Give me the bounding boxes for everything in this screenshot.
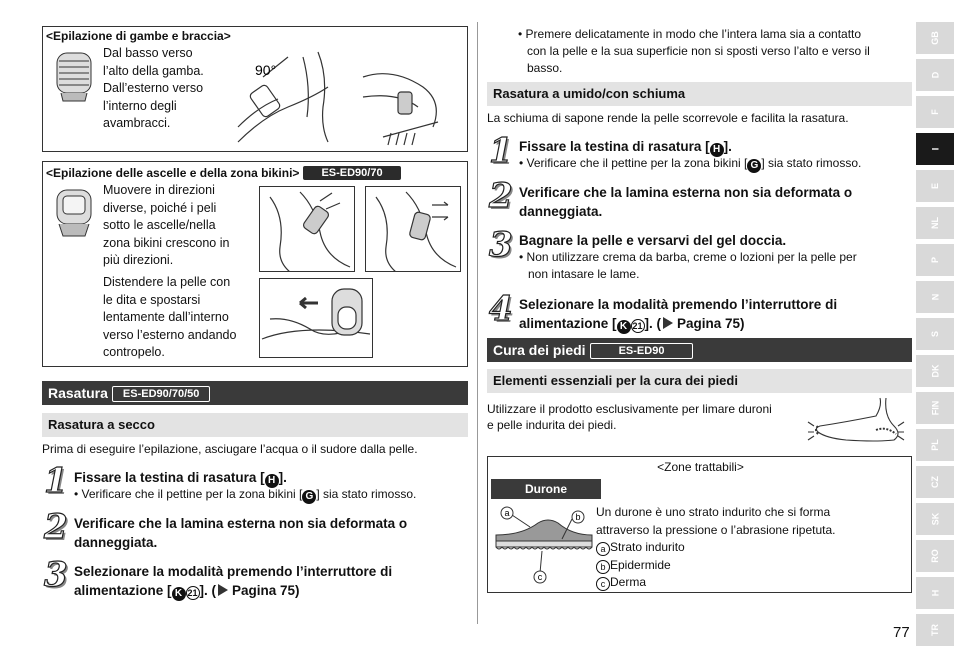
durone-label: Durone: [491, 479, 601, 499]
foot-care-header: Cura dei piedi ES-ED90: [487, 338, 912, 362]
callus-description: Un durone è uno strato indurito che si forma attraverso la pressione o l’abrasione ripetuta. a Strato indurito b Epidermide c Derma: [596, 505, 836, 589]
lang-tab-fin[interactable]: FIN: [916, 392, 954, 424]
armpit-bikini-title: <Epilazione delle ascelle e della zona bikini> ES-ED90/70: [46, 166, 401, 180]
dry-step-3-title: Selezionare la modalità premendo l’interruttore di alimentazione [ K 21 ]. ( Pagina 75): [74, 564, 393, 599]
lang-tab-i[interactable]: I: [916, 133, 954, 165]
legend-c-icon: c: [596, 577, 610, 591]
wet-step-1-note: • Verificare che il pettine per la zona bikini [ G ] sia stato rimosso.: [519, 156, 862, 171]
number-21-icon: 21: [632, 321, 643, 331]
k-icon: K: [617, 320, 631, 334]
armpit-bikini-panel: [42, 161, 468, 367]
wet-step-2-title: Verificare che la lamina esterna non sia deformata o danneggiata.: [519, 185, 853, 219]
column-divider: [477, 22, 478, 624]
wet-step-2-number: 2: [489, 176, 513, 216]
lang-tab-ro[interactable]: RO: [916, 540, 954, 572]
epilator-head-icon: [49, 47, 99, 103]
shaving-model-tag: ES-ED90/70/50: [112, 386, 210, 402]
legs-arms-panel: [42, 26, 468, 152]
wet-step-4-number: 4: [489, 289, 513, 329]
number-21-icon: 21: [187, 588, 198, 598]
lang-tab-gb[interactable]: GB: [916, 22, 954, 54]
shaving-header: Rasatura ES-ED90/70/50: [42, 381, 468, 405]
wet-step-4-title: Selezionare la modalità premendo l’interruttore di alimentazione [ K 21 ]. ( Pagina 75): [519, 297, 838, 332]
bikini-illustration: [259, 278, 373, 358]
foot-illustration: [806, 396, 910, 446]
h-icon: H: [265, 474, 279, 488]
page-reference-arrow-icon: [218, 584, 228, 596]
lang-tab-dk[interactable]: DK: [916, 355, 954, 387]
leg-epilation-illustration: [233, 47, 463, 147]
wet-step-3-note: • Non utilizzare crema da barba, creme o lozioni per la pelle per non intasare le lame.: [519, 250, 857, 281]
g-icon: G: [747, 159, 761, 173]
treatable-zones-panel: [487, 456, 912, 593]
legs-arms-text: Dal basso verso l’alto della gamba. Dall’esterno verso l’interno degli avambracci.: [103, 46, 204, 130]
dry-step-2-title: Verificare che la lamina esterna non sia deformata o danneggiata.: [74, 516, 408, 550]
page-number: 77: [893, 624, 910, 641]
svg-text:a: a: [504, 508, 510, 518]
wet-step-3-number: 3: [489, 225, 513, 265]
wet-step-3-title: Bagnare la pelle e versarvi del gel doccia.: [519, 233, 787, 248]
armpit-text-1: Muovere in direzioni diverse, poiché i peli sotto le ascelle/nella zona bikini crescono in più direzioni.: [103, 183, 230, 267]
lang-tab-sk[interactable]: SK: [916, 503, 954, 535]
lang-tab-tr[interactable]: TR: [916, 614, 954, 646]
wet-step-1-title: Fissare la testina di rasatura [ H ].: [519, 139, 732, 155]
wet-shaving-header: Rasatura a umido/con schiuma: [487, 82, 912, 106]
skin-layers-diagram: [492, 505, 594, 585]
model-badge: ES-ED90/70: [303, 166, 400, 180]
lang-tab-p[interactable]: P: [916, 244, 954, 276]
blade-contact-note: • Premere delicatamente in modo che l’intera lama sia a contatto con la pelle e la sua superficie non si sposti verso l’alto e verso il basso.: [518, 27, 870, 75]
lang-tab-f[interactable]: F: [916, 96, 954, 128]
g-icon: G: [302, 490, 316, 504]
legs-arms-title: <Epilazione di gambe e braccia>: [46, 29, 231, 43]
armpit-illustration-1: [259, 186, 355, 272]
dry-shaving-intro: Prima di eseguire l’epilazione, asciugare l’acqua o il sudore dalla pelle.: [42, 442, 418, 456]
foot-essentials-header: Elementi essenziali per la cura dei piedi: [487, 369, 912, 393]
legend-a-icon: a: [596, 542, 610, 556]
h-icon: H: [710, 143, 724, 157]
armpit-illustration-2: [365, 186, 461, 272]
foot-model-tag: ES-ED90: [590, 343, 694, 359]
lang-tab-cz[interactable]: CZ: [916, 466, 954, 498]
dry-step-1-number: 1: [44, 461, 68, 501]
svg-text:90°: 90°: [255, 62, 277, 78]
dry-step-1-note: • Verificare che il pettine per la zona bikini [ G ] sia stato rimosso.: [74, 487, 417, 502]
lang-tab-e[interactable]: E: [916, 170, 954, 202]
treatable-zones-title: <Zone trattabili>: [657, 460, 744, 474]
wet-shaving-intro: La schiuma di sapone rende la pelle scorrevole e facilita la rasatura.: [487, 111, 849, 125]
lang-tab-d[interactable]: D: [916, 59, 954, 91]
dry-step-2-number: 2: [44, 507, 68, 547]
lang-tab-pl[interactable]: PL: [916, 429, 954, 461]
dry-step-1-title: Fissare la testina di rasatura [ H ].: [74, 470, 287, 486]
armpit-text-2: Distendere la pelle con le dita e spostarsi lentamente dall’interno verso l’esterno andando contropelo.: [103, 275, 237, 359]
wet-step-1-number: 1: [489, 131, 513, 171]
lang-tab-n[interactable]: N: [916, 281, 954, 313]
dry-step-3-number: 3: [44, 555, 68, 595]
bikini-head-icon: [49, 186, 99, 238]
lang-tab-s[interactable]: S: [916, 318, 954, 350]
svg-text:c: c: [537, 572, 543, 582]
lang-tab-h[interactable]: H: [916, 577, 954, 609]
legend-b-icon: b: [596, 560, 610, 574]
dry-shaving-header: Rasatura a secco: [42, 413, 468, 437]
k-icon: K: [172, 587, 186, 601]
lang-tab-nl[interactable]: NL: [916, 207, 954, 239]
foot-intro: Utilizzare il prodotto esclusivamente per limare duroni e pelle indurita dei piedi.: [487, 402, 772, 432]
page-reference-arrow-icon: [663, 317, 673, 329]
svg-text:b: b: [575, 512, 581, 522]
